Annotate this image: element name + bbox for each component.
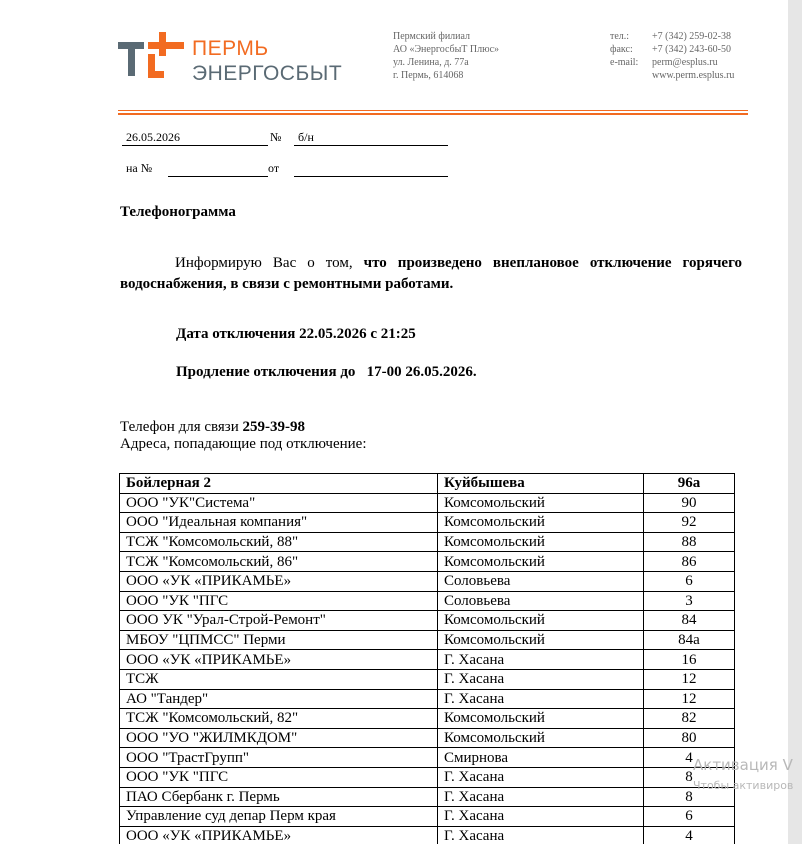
street-cell: Г. Хасана	[438, 807, 644, 827]
table-row	[120, 532, 735, 552]
street-cell: Смирнова	[438, 748, 644, 768]
logo-text-perm: ПЕРМЬ	[192, 37, 269, 60]
notice-body: что произведено внеплановое отключение горячего водоснабжения, в связи с ремонтными работами.	[120, 255, 743, 292]
street-cell: Г. Хасана	[438, 650, 644, 670]
date-underline	[122, 145, 268, 146]
street-cell: Комсомольский	[438, 630, 644, 650]
table-row	[120, 630, 735, 650]
company-logo	[118, 30, 358, 90]
logo-mark-icon	[118, 30, 186, 82]
notice-paragraph	[120, 253, 742, 295]
house-cell: 6	[644, 571, 735, 591]
house-cell: 82	[644, 709, 735, 729]
table-row	[120, 787, 735, 807]
page-gutter	[788, 0, 802, 844]
street-cell: Г. Хасана	[438, 689, 644, 709]
table-row	[120, 689, 735, 709]
table-row	[120, 807, 735, 827]
address-line: г. Пермь, 614068	[393, 70, 464, 81]
table-row	[120, 709, 735, 729]
document-title: Телефонограмма	[120, 204, 236, 220]
street-cell: Комсомольский	[438, 709, 644, 729]
address-line: Пермский филиал	[393, 31, 471, 42]
organization-cell: ООО "Идеальная компания"	[120, 513, 438, 533]
document-date: 26.05.2026	[126, 130, 180, 144]
house-cell: 12	[644, 669, 735, 689]
contact-phone: +7 (342) 259-02-38	[652, 31, 731, 42]
organization-cell: МБОУ "ЦПМСС" Перми	[120, 630, 438, 650]
organization-cell: ТСЖ "Комсомольский, 88"	[120, 532, 438, 552]
house-cell: 80	[644, 728, 735, 748]
house-cell: 86	[644, 552, 735, 572]
logo-text-energosbyt: ЭНЕРГОСБЫТ	[192, 62, 343, 85]
street-cell: Комсомольский	[438, 611, 644, 631]
street-cell: Г. Хасана	[438, 826, 644, 844]
organization-cell: ООО «УК «ПРИКАМЬЕ»	[120, 650, 438, 670]
table-row	[120, 728, 735, 748]
header-cell: Бойлерная 2	[120, 474, 438, 494]
table-row	[120, 552, 735, 572]
contact-phone-line	[120, 419, 305, 436]
street-cell: Г. Хасана	[438, 669, 644, 689]
table-row	[120, 650, 735, 670]
windows-activation-hint: Чтобы активиров	[693, 779, 794, 792]
table-row	[120, 611, 735, 631]
house-cell: 8	[644, 787, 735, 807]
header-cell: 96а	[644, 474, 735, 494]
header-divider	[118, 110, 748, 111]
outage-extension: Продление отключения до 17-00 26.05.2026.	[176, 364, 477, 380]
house-cell: 4	[644, 748, 735, 768]
house-cell: 3	[644, 591, 735, 611]
house-cell: 16	[644, 650, 735, 670]
contact-email: perm@esplus.ru	[652, 57, 718, 68]
phone-label: Телефон для связи	[120, 419, 243, 435]
document-number: б/н	[298, 130, 314, 144]
table-row	[120, 748, 735, 768]
reference-underline	[168, 176, 268, 177]
organization-cell: Управление суд депар Перм края	[120, 807, 438, 827]
organization-cell: ООО "УК "ПГС	[120, 767, 438, 787]
house-cell: 4	[644, 826, 735, 844]
organization-cell: ТСЖ "Комсомольский, 86"	[120, 552, 438, 572]
table-row	[120, 591, 735, 611]
table-row	[120, 513, 735, 533]
house-cell: 92	[644, 513, 735, 533]
organization-cell: ООО «УК «ПРИКАМЬЕ»	[120, 826, 438, 844]
table-row	[120, 767, 735, 787]
header-divider	[118, 113, 748, 115]
windows-activation-watermark: Активация V	[693, 756, 793, 774]
organization-cell: ТСЖ "Комсомольский, 82"	[120, 709, 438, 729]
company-contacts	[610, 30, 734, 82]
from-underline	[294, 176, 448, 177]
table-row	[120, 571, 735, 591]
contact-label	[610, 69, 652, 82]
contact-label: e-mail:	[610, 57, 639, 68]
house-cell: 6	[644, 807, 735, 827]
organization-cell: ПАО Сбербанк г. Пермь	[120, 787, 438, 807]
table-row	[120, 493, 735, 513]
house-cell: 84а	[644, 630, 735, 650]
company-address	[393, 30, 499, 82]
street-cell: Комсомольский	[438, 513, 644, 533]
organization-cell: ООО "УК"Система"	[120, 493, 438, 513]
table-header-row	[120, 474, 735, 494]
street-cell: Комсомольский	[438, 552, 644, 572]
table-row	[120, 669, 735, 689]
street-cell: Соловьева	[438, 591, 644, 611]
house-cell: 90	[644, 493, 735, 513]
house-cell: 8	[644, 767, 735, 787]
organization-cell: АО "Тандер"	[120, 689, 438, 709]
outage-date: Дата отключения 22.05.2026 с 21:25	[176, 326, 416, 342]
number-label: №	[270, 130, 282, 144]
address-line: АО «ЭнергосбыТ Плюс»	[393, 44, 500, 55]
house-cell: 12	[644, 689, 735, 709]
house-cell: 84	[644, 611, 735, 631]
notice-intro: Информирую Вас о том,	[175, 255, 364, 271]
contact-fax: +7 (342) 243-60-50	[652, 44, 731, 55]
organization-cell: ТСЖ	[120, 669, 438, 689]
house-cell: 88	[644, 532, 735, 552]
organization-cell: ООО «УК «ПРИКАМЬЕ»	[120, 571, 438, 591]
header-cell: Куйбышева	[438, 474, 644, 494]
organization-cell: ООО "УО "ЖИЛМКДОМ"	[120, 728, 438, 748]
street-cell: Г. Хасана	[438, 767, 644, 787]
organization-cell: ООО "УК "ПГС	[120, 591, 438, 611]
contact-website: www.perm.esplus.ru	[652, 70, 735, 81]
contact-label: тел.:	[610, 31, 630, 42]
contact-label: факс:	[610, 44, 633, 55]
street-cell: Комсомольский	[438, 493, 644, 513]
street-cell: Соловьева	[438, 571, 644, 591]
addresses-label: Адреса, попадающие под отключение:	[120, 436, 367, 452]
address-line: ул. Ленина, д. 77а	[393, 57, 469, 68]
number-underline	[294, 145, 448, 146]
street-cell: Комсомольский	[438, 532, 644, 552]
organization-cell: ООО "ТрастГрупп"	[120, 748, 438, 768]
phone-number: 259-39-98	[242, 419, 305, 435]
organization-cell: ООО УК "Урал-Строй-Ремонт"	[120, 611, 438, 631]
addresses-table	[119, 473, 735, 844]
street-cell: Комсомольский	[438, 728, 644, 748]
table-row	[120, 826, 735, 844]
street-cell: Г. Хасана	[438, 787, 644, 807]
reference-label: на №	[126, 161, 153, 175]
from-label: от	[268, 161, 280, 175]
